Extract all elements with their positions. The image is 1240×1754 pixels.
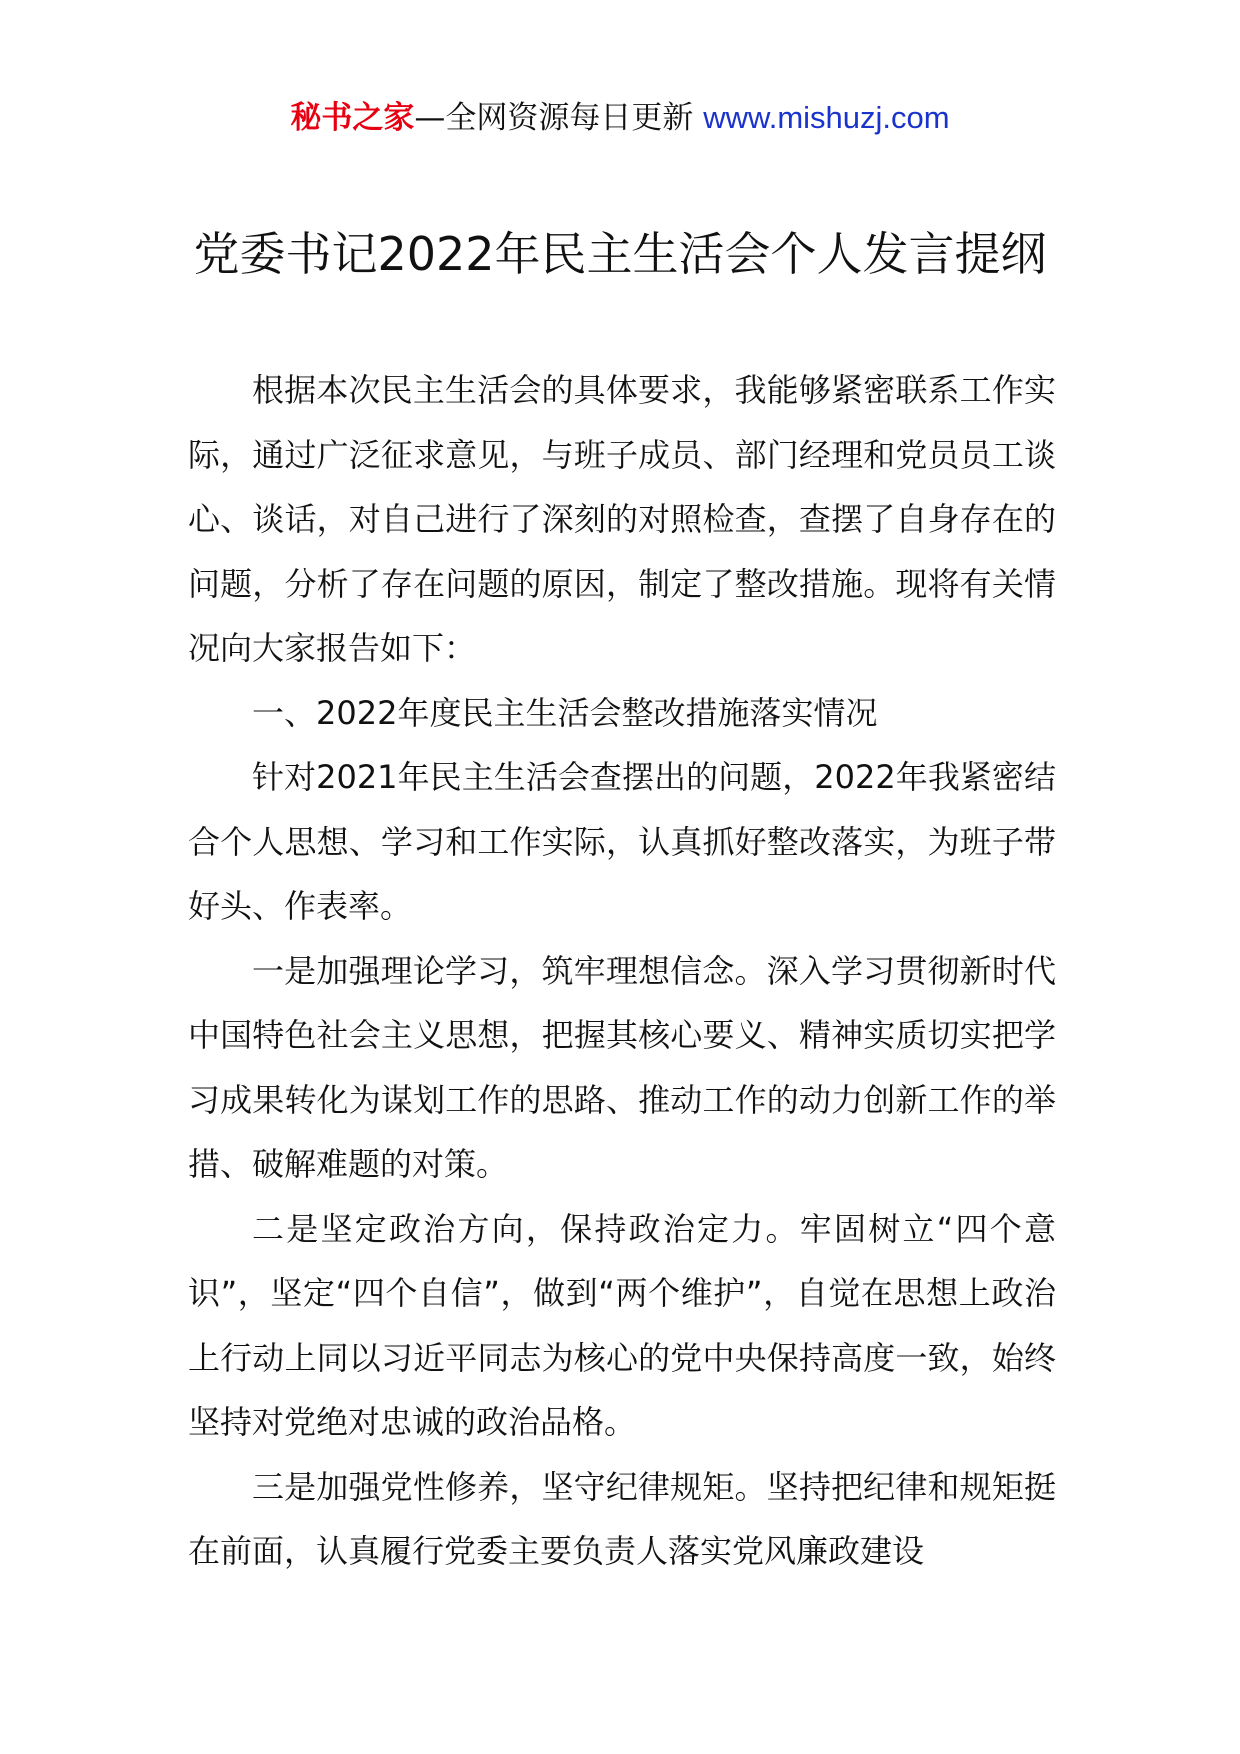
- section-heading-1: 一、2022年度民主生活会整改措施落实情况: [252, 693, 878, 732]
- header-tagline: —全网资源每日更新: [414, 100, 704, 136]
- paragraph-point-2: 二是坚定政治方向，保持政治定力。牢固树立“四个意识”，坚定“四个自信”，做到“两个维护”，自觉在思想上政治上行动上同以习近平同志为核心的党中央保持高度一致，始终坚持对党绝对忠诚的政治品格。: [188, 1209, 1056, 1441]
- paragraph-point-1: 一是加强理论学习，筑牢理想信念。深入学习贯彻新时代中国特色社会主义思想，把握其核心要义、精神实质切实把学习成果转化为谋划工作的思路、推动工作的动力创新工作的举措、破解难题的对策。: [188, 951, 1056, 1183]
- document-title: 党委书记2022年民主生活会个人发言提纲: [193, 227, 1047, 281]
- paragraph-intro: 根据本次民主生活会的具体要求，我能够紧密联系工作实际，通过广泛征求意见，与班子成员、部门经理和党员员工谈心、谈话，对自己进行了深刻的对照检查，查摆了自身存在的问题，分析了存在问题的原因，制定了整改措施。现将有关情况向大家报告如下：: [188, 371, 1056, 667]
- paragraph-point-3: 三是加强党性修养，坚守纪律规矩。坚持把纪律和规矩挺在前面，认真履行党委主要负责人落实党风廉政建设: [188, 1467, 1056, 1570]
- paragraph-overview: 针对2021年民主生活会查摆出的问题，2022年我紧密结合个人思想、学习和工作实际，认真抓好整改落实，为班子带好头、作表率。: [188, 758, 1056, 925]
- document-body: [188, 358, 1056, 1584]
- brand-name: 秘书之家: [290, 100, 415, 136]
- site-header: [0, 98, 1240, 138]
- site-url-link[interactable]: www.mishuzj.com: [703, 100, 950, 135]
